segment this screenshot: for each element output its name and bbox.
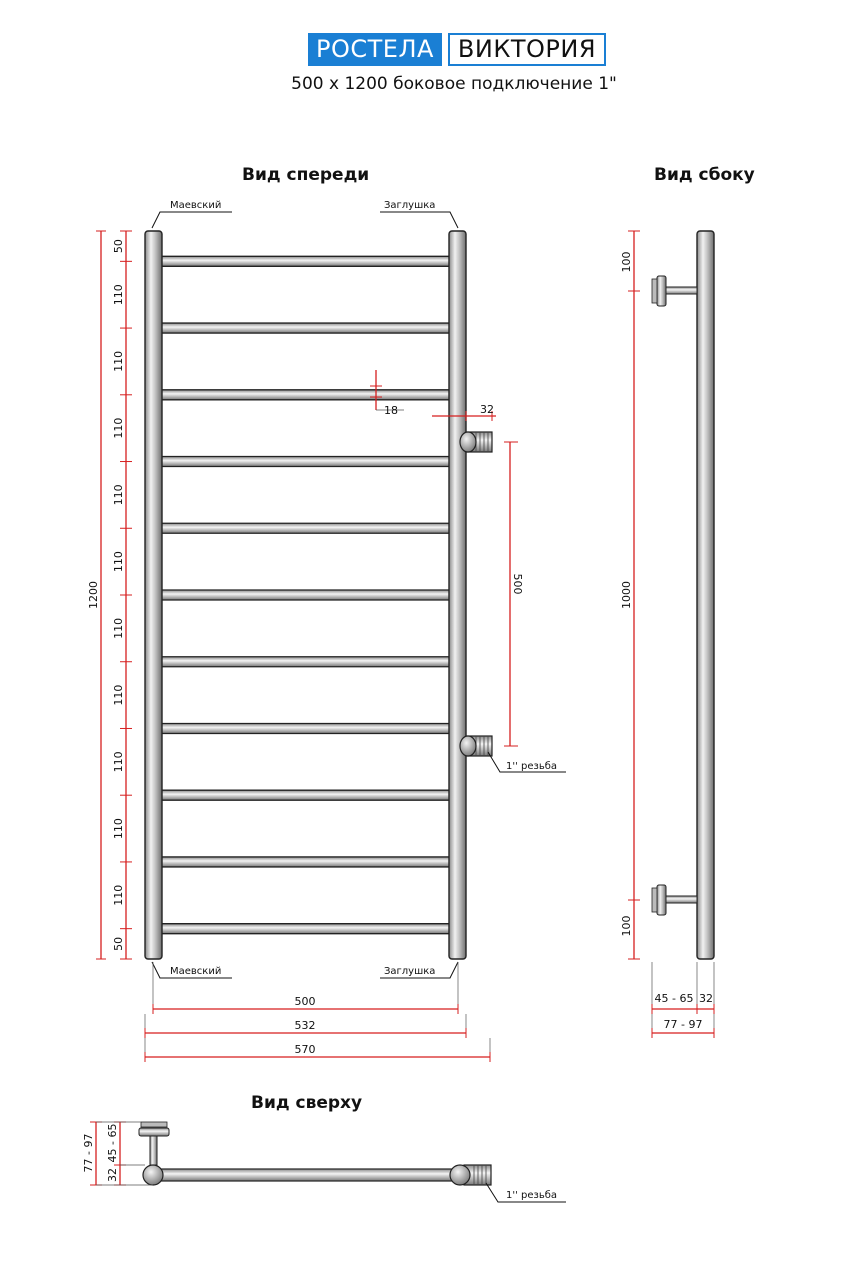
rung — [157, 323, 454, 333]
segment-label: 110 — [112, 684, 125, 706]
svg-text:45 - 65: 45 - 65 — [106, 1123, 119, 1163]
svg-text:1'' резьба: 1'' резьба — [506, 1190, 558, 1201]
product-subtitle: 500 x 1200 боковое подключение 1" — [291, 74, 617, 94]
rung — [157, 657, 454, 667]
svg-text:1'' резьба: 1'' резьба — [506, 761, 558, 772]
segment-label: 110 — [112, 484, 125, 506]
svg-text:45 - 65: 45 - 65 — [654, 992, 694, 1005]
lower-port — [460, 736, 492, 756]
svg-text:18: 18 — [384, 404, 398, 417]
svg-text:77 - 97: 77 - 97 — [82, 1133, 95, 1173]
svg-text:Заглушка: Заглушка — [384, 200, 436, 211]
model-name: ВИКТОРИЯ — [448, 33, 606, 66]
top-left-pipe-end — [143, 1165, 163, 1185]
rung — [157, 590, 454, 600]
dim-total-height — [87, 231, 106, 959]
side-pipe — [697, 231, 714, 959]
svg-text:500: 500 — [294, 995, 316, 1008]
side-upper-bracket — [652, 276, 697, 306]
rung — [157, 256, 454, 266]
svg-text:1000: 1000 — [620, 581, 633, 609]
svg-text:100: 100 — [620, 251, 633, 273]
svg-text:Маевский: Маевский — [170, 200, 222, 211]
segment-label: 110 — [112, 818, 125, 840]
svg-text:77 - 97: 77 - 97 — [663, 1018, 703, 1031]
callout-thread-front — [488, 752, 566, 772]
brand-name: РОСТЕЛА — [308, 33, 442, 66]
dim-port-spacing — [504, 442, 524, 746]
svg-text:Заглушка: Заглушка — [384, 966, 436, 977]
segment-label: 110 — [112, 617, 125, 639]
segment-label: 110 — [112, 551, 125, 573]
svg-text:100: 100 — [620, 915, 633, 937]
dim-width-570 — [145, 1038, 490, 1062]
rung — [157, 523, 454, 533]
callout-thread-top — [486, 1183, 566, 1202]
segment-label: 110 — [112, 350, 125, 372]
rung — [157, 857, 454, 867]
svg-text:532: 532 — [294, 1019, 316, 1032]
rung — [157, 390, 454, 400]
segment-label: 110 — [112, 884, 125, 906]
callout-plug-bottom — [380, 962, 458, 978]
segment-label: 110 — [112, 284, 125, 306]
segment-label: 110 — [112, 751, 125, 773]
dim-width-532 — [145, 1014, 466, 1038]
callout-mayevsky-bottom — [152, 962, 232, 978]
side-view — [620, 231, 714, 1038]
svg-text:Маевский: Маевский — [170, 966, 222, 977]
callout-plug-top — [380, 200, 458, 228]
svg-text:32: 32 — [480, 403, 494, 416]
top-view-title: Вид сверху — [251, 1093, 363, 1113]
top-view — [82, 1122, 566, 1202]
front-view-title: Вид спереди — [242, 165, 370, 185]
svg-text:32: 32 — [699, 992, 713, 1005]
rung — [157, 457, 454, 467]
segment-label: 50 — [112, 936, 125, 951]
left-vertical-pipe — [145, 231, 162, 959]
front-view — [87, 200, 566, 1062]
rung — [157, 924, 454, 934]
dim-segment-chain — [112, 231, 132, 959]
dim-side-vertical — [620, 231, 640, 959]
segment-label: 50 — [112, 239, 125, 254]
rung — [157, 790, 454, 800]
top-port — [450, 1165, 491, 1185]
rungs — [157, 256, 454, 933]
rung — [157, 723, 454, 733]
dim-side-horizontal — [652, 962, 714, 1038]
svg-text:570: 570 — [294, 1043, 316, 1056]
callout-mayevsky-top — [152, 200, 232, 228]
side-lower-bracket — [652, 885, 697, 915]
right-vertical-pipe — [449, 231, 466, 959]
top-bracket — [139, 1122, 169, 1165]
svg-text:1200: 1200 — [87, 581, 100, 609]
svg-text:500: 500 — [511, 573, 524, 595]
svg-text:32: 32 — [106, 1168, 119, 1182]
side-view-title: Вид сбоку — [654, 165, 755, 185]
upper-port — [460, 432, 492, 452]
top-pipe — [153, 1169, 459, 1181]
segment-label: 110 — [112, 417, 125, 439]
